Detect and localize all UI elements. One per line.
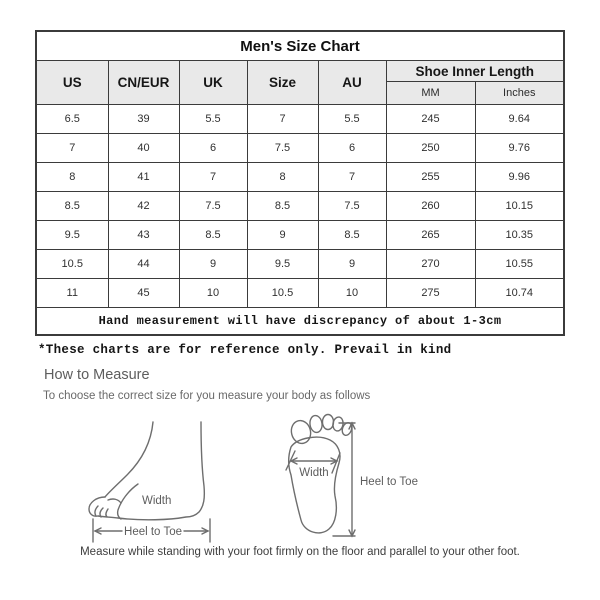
reference-note: *These charts are for reference only. Prevail in kind bbox=[38, 343, 452, 357]
size-cell: 43 bbox=[108, 221, 179, 250]
column-group-shoe-inner-length: Shoe Inner Length bbox=[386, 61, 564, 82]
size-cell: 9.64 bbox=[475, 105, 564, 134]
size-cell: 10 bbox=[179, 279, 247, 308]
table-row bbox=[36, 250, 564, 279]
size-cell: 8.5 bbox=[318, 221, 386, 250]
size-cell: 5.5 bbox=[179, 105, 247, 134]
size-cell: 7 bbox=[179, 163, 247, 192]
size-cell: 270 bbox=[386, 250, 475, 279]
size-cell: 9.76 bbox=[475, 134, 564, 163]
width-leader-curve bbox=[118, 484, 138, 519]
column-header-uk: UK bbox=[179, 61, 247, 105]
heel-to-toe-label: Heel to Toe bbox=[360, 476, 418, 488]
width-label: Width bbox=[299, 467, 329, 479]
size-cell: 7.5 bbox=[318, 192, 386, 221]
table-header-row bbox=[36, 61, 564, 82]
column-header-us: US bbox=[36, 61, 108, 105]
size-cell: 7 bbox=[36, 134, 108, 163]
how-to-measure-title: How to Measure bbox=[44, 367, 150, 383]
size-cell: 40 bbox=[108, 134, 179, 163]
table-title-row bbox=[36, 31, 564, 61]
size-cell: 9.5 bbox=[247, 250, 318, 279]
size-cell: 9.96 bbox=[475, 163, 564, 192]
table-footnote: Hand measurement will have discrepancy of about 1-3cm bbox=[36, 308, 564, 336]
size-cell: 7 bbox=[247, 105, 318, 134]
table-row bbox=[36, 192, 564, 221]
size-cell: 8.5 bbox=[247, 192, 318, 221]
footprint-outline bbox=[289, 437, 340, 533]
measure-caption: Measure while standing with your foot firmly on the floor and parallel to your other foot. bbox=[80, 546, 520, 558]
size-cell: 10.35 bbox=[475, 221, 564, 250]
table-footnote-row bbox=[36, 308, 564, 336]
size-cell: 275 bbox=[386, 279, 475, 308]
toe bbox=[323, 415, 334, 430]
size-cell: 39 bbox=[108, 105, 179, 134]
size-cell: 45 bbox=[108, 279, 179, 308]
size-cell: 41 bbox=[108, 163, 179, 192]
size-cell: 9 bbox=[179, 250, 247, 279]
size-cell: 9.5 bbox=[36, 221, 108, 250]
width-label: Width bbox=[142, 495, 172, 507]
size-cell: 8 bbox=[36, 163, 108, 192]
size-cell: 7.5 bbox=[179, 192, 247, 221]
how-to-measure-subtitle: To choose the correct size for you measure your body as follows bbox=[43, 390, 371, 402]
size-cell: 260 bbox=[386, 192, 475, 221]
table-row bbox=[36, 105, 564, 134]
size-cell: 255 bbox=[386, 163, 475, 192]
column-header-au: AU bbox=[318, 61, 386, 105]
table-row bbox=[36, 134, 564, 163]
size-cell: 9 bbox=[247, 221, 318, 250]
column-header-cn-eur: CN/EUR bbox=[108, 61, 179, 105]
heel-to-toe-label: Heel to Toe bbox=[124, 526, 182, 538]
foot-side-outline-instep bbox=[105, 422, 153, 497]
size-cell: 11 bbox=[36, 279, 108, 308]
size-cell: 265 bbox=[386, 221, 475, 250]
size-cell: 8.5 bbox=[36, 192, 108, 221]
foot-side-toe-arc bbox=[106, 509, 108, 517]
size-cell: 6.5 bbox=[36, 105, 108, 134]
size-cell: 6 bbox=[179, 134, 247, 163]
mens-size-chart-table bbox=[35, 30, 565, 336]
size-cell: 10.5 bbox=[36, 250, 108, 279]
table-row bbox=[36, 163, 564, 192]
size-cell: 7 bbox=[318, 163, 386, 192]
size-cell: 5.5 bbox=[318, 105, 386, 134]
size-cell: 44 bbox=[108, 250, 179, 279]
table-title: Men's Size Chart bbox=[36, 31, 564, 61]
size-cell: 10.5 bbox=[247, 279, 318, 308]
foot-side-toe-knuckle bbox=[108, 499, 121, 503]
size-cell: 8.5 bbox=[179, 221, 247, 250]
size-cell: 10.55 bbox=[475, 250, 564, 279]
table-row bbox=[36, 221, 564, 250]
size-cell: 8 bbox=[247, 163, 318, 192]
size-cell: 9 bbox=[318, 250, 386, 279]
size-cell: 10 bbox=[318, 279, 386, 308]
foot-side-toe-arc bbox=[95, 506, 98, 516]
foot-side-view-diagram bbox=[80, 420, 230, 548]
size-cell: 10.15 bbox=[475, 192, 564, 221]
size-cell: 245 bbox=[386, 105, 475, 134]
subcolumn-header-mm: MM bbox=[386, 82, 475, 105]
footprint-diagram bbox=[275, 413, 445, 547]
column-header-size: Size bbox=[247, 61, 318, 105]
table-row bbox=[36, 279, 564, 308]
size-cell: 250 bbox=[386, 134, 475, 163]
foot-side-toe-arc bbox=[100, 508, 103, 517]
size-cell: 42 bbox=[108, 192, 179, 221]
size-cell: 10.74 bbox=[475, 279, 564, 308]
subcolumn-header-inches: Inches bbox=[475, 82, 564, 105]
size-cell: 6 bbox=[318, 134, 386, 163]
size-cell: 7.5 bbox=[247, 134, 318, 163]
